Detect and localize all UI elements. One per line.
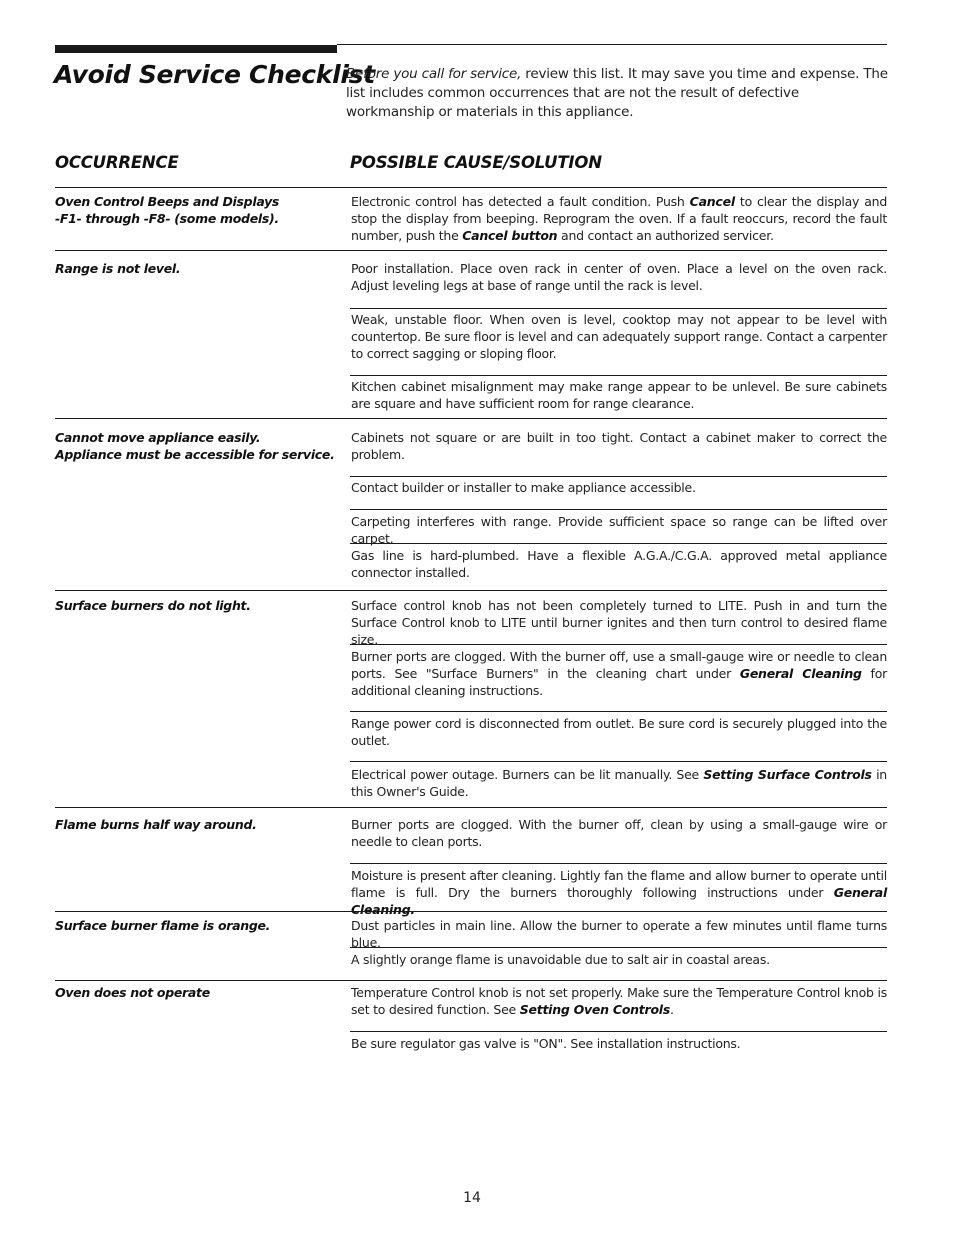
page-number: 14: [463, 1190, 481, 1206]
solution-item: [351, 766, 887, 800]
solution-header: POSSIBLE CAUSE/SOLUTION: [350, 153, 602, 172]
row-divider: [55, 911, 887, 912]
cause-divider: [350, 711, 887, 712]
occurrence-header: OCCURRENCE: [55, 153, 179, 172]
solution-item: Carpeting interferes with range. Provide sufficient space so range can be lifted over carpet.: [351, 514, 887, 546]
occurrence-item: [55, 193, 340, 227]
solution-text: and contact an authorized servicer.: [557, 228, 774, 243]
solution-item: Weak, unstable floor. When oven is level, cooktop may not appear to be level with countertop. Be sure floor is level and can adequately support range. Contact a carpenter to correct sagging or sloping floor.: [351, 312, 887, 361]
solution-item: Be sure regulator gas valve is "ON". See installation instructions.: [351, 1036, 741, 1051]
solution-item: Kitchen cabinet misalignment may make range appear to be unlevel. Be sure cabinets are square and have sufficient room for range clearance.: [351, 379, 887, 411]
row-divider: [55, 590, 887, 591]
solution-text: Electrical power outage. Burners can be lit manually. See: [351, 767, 704, 782]
solution-item: Burner ports are clogged. With the burner off, clean by using a small-gauge wire or needle to clean ports.: [351, 817, 887, 849]
solution-item: Range power cord is disconnected from outlet. Be sure cord is securely plugged into the outlet.: [351, 716, 887, 748]
solution-text: to clear the display and stop the display from beeping. Reprogram the oven. If a fault reoccurs, record the fault number, push the: [351, 194, 888, 243]
solution-text: .: [670, 1002, 674, 1017]
solution-item: A slightly orange flame is unavoidable due to salt air in coastal areas.: [351, 952, 770, 967]
occurrence-item: Range is not level.: [55, 261, 181, 276]
cause-divider: [350, 375, 887, 376]
occurrence-item: Flame burns half way around.: [55, 817, 257, 832]
solution-emphasis: Setting Surface Controls: [703, 767, 872, 782]
solution-text: Burner ports are clogged. With the burner off, use a small-gauge wire or needle to clean ports. See "Surface Burners" in the cleaning chart under: [351, 649, 887, 681]
row-divider: [55, 250, 887, 251]
solution-item: [351, 648, 887, 699]
solution-item: Cabinets not square or are built in too tight. Contact a cabinet maker to correct the problem.: [351, 430, 887, 462]
cause-divider: [350, 863, 887, 864]
solution-emphasis: General Cleaning.: [351, 885, 887, 917]
occurrence-item: Surface burners do not light.: [55, 598, 251, 613]
solution-emphasis: Cancel button: [462, 228, 558, 243]
solution-emphasis: Setting Oven Controls: [519, 1002, 671, 1017]
row-divider: [55, 187, 887, 188]
cause-divider: [350, 1031, 887, 1032]
solution-item: Gas line is hard-plumbed. Have a flexible A.G.A./C.G.A. approved metal appliance connector installed.: [351, 548, 887, 580]
solution-emphasis: Cancel: [689, 194, 735, 209]
intro-paragraph: [346, 65, 888, 122]
header-thick-bar: [55, 45, 337, 53]
occurrence-line: Appliance must be accessible for service.: [55, 447, 335, 462]
solution-item: [351, 193, 887, 244]
solution-item: [351, 984, 887, 1018]
intro-lead: Before you call for service,: [346, 66, 522, 82]
occurrence-item: Oven does not operate: [55, 985, 210, 1000]
occurrence-item: [55, 429, 340, 463]
occurrence-line: -F1- through -F8- (some models).: [55, 211, 279, 226]
cause-divider: [350, 761, 887, 762]
row-divider: [55, 418, 887, 419]
cause-divider: [350, 308, 887, 309]
cause-divider: [350, 509, 887, 510]
row-divider: [55, 807, 887, 808]
solution-item: Surface control knob has not been completely turned to LITE. Push in and turn the Surface Control knob to LITE until burner ignites and then turn control to desired flame size.: [351, 598, 887, 647]
solution-item: Dust particles in main line. Allow the burner to operate a few minutes until flame turns blue.: [351, 918, 887, 950]
solution-text: Electronic control has detected a fault condition. Push: [351, 194, 690, 209]
solution-text: for additional cleaning instructions.: [351, 666, 887, 698]
row-divider: [55, 980, 887, 981]
solution-text: Temperature Control knob is not set properly. Make sure the Temperature Control knob is set to desired function. See: [351, 985, 887, 1017]
solution-emphasis: General Cleaning: [739, 666, 862, 681]
cause-divider: [350, 476, 887, 477]
solution-text: in this Owner's Guide.: [351, 767, 887, 799]
occurrence-line: Cannot move appliance easily.: [55, 430, 261, 445]
solution-item: Contact builder or installer to make appliance accessible.: [351, 480, 696, 495]
occurrence-line: Oven Control Beeps and Displays: [55, 194, 280, 209]
solution-item: Poor installation. Place oven rack in center of oven. Place a level on the oven rack. Adjust leveling legs at base of range until the rack is level.: [351, 261, 887, 293]
cause-divider: [350, 644, 887, 645]
solution-text: Moisture is present after cleaning. Lightly fan the flame and allow burner to operate until flame is full. Dry the burners thoroughly following instructions under: [351, 868, 887, 900]
cause-divider: [350, 947, 887, 948]
intro-rest: review this list. It may save you time and expense. The list includes common occurrences that are not the result of defective workmanship or materials in this appliance.: [346, 66, 888, 120]
occurrence-item: Surface burner flame is orange.: [55, 918, 271, 933]
header-thin-rule: [337, 44, 887, 45]
cause-divider: [350, 543, 887, 544]
page-title: Avoid Service Checklist: [54, 60, 375, 89]
